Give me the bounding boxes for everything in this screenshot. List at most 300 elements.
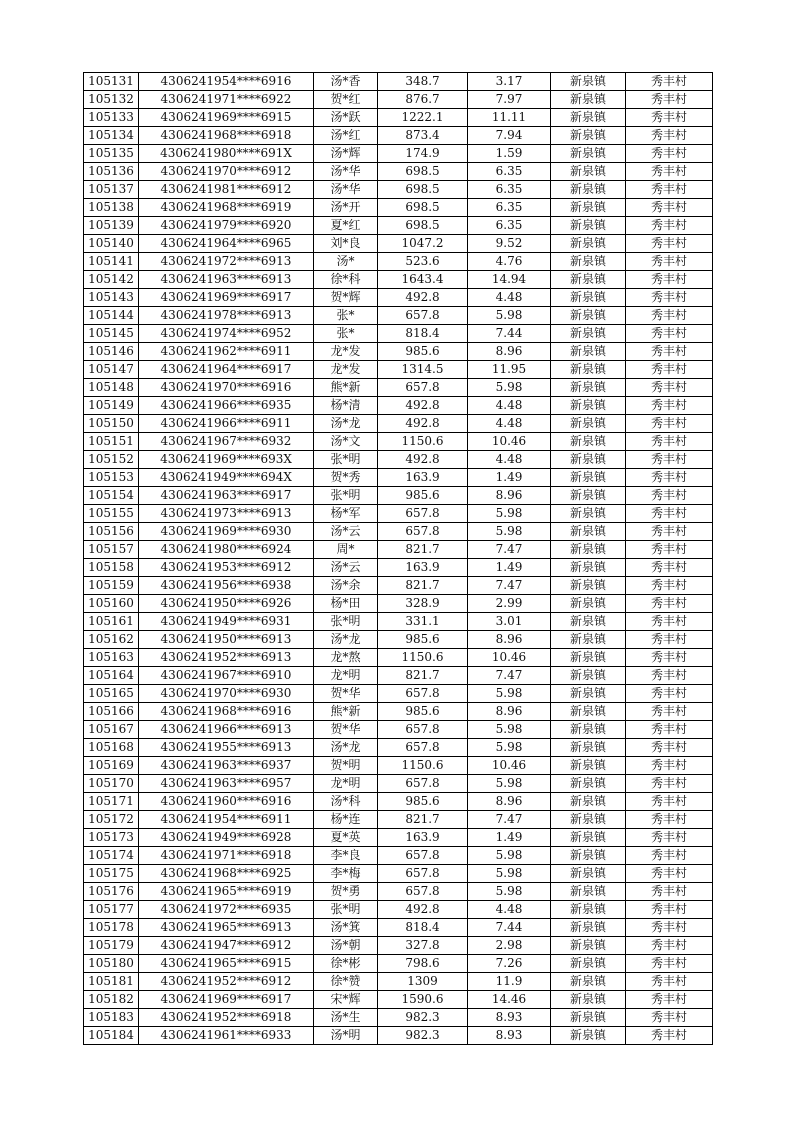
name-cell: 张*明 [314,451,378,469]
name-cell: 张* [314,325,378,343]
record-id-cell: 105134 [84,127,139,145]
town-cell: 新泉镇 [551,541,626,559]
area-cell: 174.9 [378,145,468,163]
name-cell: 汤*朝 [314,937,378,955]
name-cell: 汤*文 [314,433,378,451]
amount-cell: 6.35 [468,163,551,181]
id-number-cell: 4306241949****6928 [139,829,314,847]
id-number-cell: 4306241963****6913 [139,271,314,289]
name-cell: 贺*红 [314,91,378,109]
area-cell: 163.9 [378,829,468,847]
id-number-cell: 4306241970****6912 [139,163,314,181]
id-number-cell: 4306241950****6913 [139,631,314,649]
area-cell: 163.9 [378,469,468,487]
town-cell: 新泉镇 [551,829,626,847]
record-id-cell: 105142 [84,271,139,289]
amount-cell: 8.96 [468,487,551,505]
table-row [84,901,713,919]
table-row [84,541,713,559]
name-cell: 李*良 [314,847,378,865]
name-cell: 汤*云 [314,523,378,541]
amount-cell: 5.98 [468,379,551,397]
village-cell: 秀丰村 [626,307,713,325]
town-cell: 新泉镇 [551,595,626,613]
table-row [84,145,713,163]
record-id-cell: 105133 [84,109,139,127]
area-cell: 821.7 [378,667,468,685]
id-number-cell: 4306241965****6913 [139,919,314,937]
record-id-cell: 105169 [84,757,139,775]
town-cell: 新泉镇 [551,703,626,721]
amount-cell: 8.96 [468,631,551,649]
table-row [84,721,713,739]
record-id-cell: 105175 [84,865,139,883]
name-cell: 贺*秀 [314,469,378,487]
id-number-cell: 4306241972****6935 [139,901,314,919]
table-row [84,199,713,217]
town-cell: 新泉镇 [551,163,626,181]
name-cell: 贺*勇 [314,883,378,901]
table-row [84,955,713,973]
table-row [84,991,713,1009]
record-id-cell: 105179 [84,937,139,955]
table-row [84,631,713,649]
name-cell: 张* [314,307,378,325]
village-cell: 秀丰村 [626,631,713,649]
town-cell: 新泉镇 [551,253,626,271]
amount-cell: 11.9 [468,973,551,991]
amount-cell: 7.47 [468,667,551,685]
amount-cell: 1.49 [468,469,551,487]
village-cell: 秀丰村 [626,703,713,721]
town-cell: 新泉镇 [551,667,626,685]
village-cell: 秀丰村 [626,811,713,829]
id-number-cell: 4306241965****6919 [139,883,314,901]
table-row [84,397,713,415]
record-id-cell: 105182 [84,991,139,1009]
town-cell: 新泉镇 [551,649,626,667]
town-cell: 新泉镇 [551,739,626,757]
table-row [84,829,713,847]
id-number-cell: 4306241961****6933 [139,1027,314,1045]
village-cell: 秀丰村 [626,595,713,613]
area-cell: 1047.2 [378,235,468,253]
area-cell: 492.8 [378,451,468,469]
table-row [84,649,713,667]
village-cell: 秀丰村 [626,415,713,433]
area-cell: 1150.6 [378,757,468,775]
town-cell: 新泉镇 [551,775,626,793]
amount-cell: 5.98 [468,307,551,325]
name-cell: 夏*红 [314,217,378,235]
id-number-cell: 4306241966****6911 [139,415,314,433]
amount-cell: 4.48 [468,415,551,433]
village-cell: 秀丰村 [626,685,713,703]
record-id-cell: 105135 [84,145,139,163]
table-row [84,271,713,289]
amount-cell: 5.98 [468,739,551,757]
area-cell: 657.8 [378,685,468,703]
table-row [84,847,713,865]
area-cell: 985.6 [378,793,468,811]
village-cell: 秀丰村 [626,1027,713,1045]
area-cell: 492.8 [378,397,468,415]
name-cell: 汤*龙 [314,631,378,649]
record-id-cell: 105158 [84,559,139,577]
town-cell: 新泉镇 [551,433,626,451]
record-id-cell: 105178 [84,919,139,937]
village-cell: 秀丰村 [626,217,713,235]
town-cell: 新泉镇 [551,757,626,775]
table-row [84,289,713,307]
amount-cell: 5.98 [468,883,551,901]
name-cell: 汤*龙 [314,739,378,757]
name-cell: 熊*新 [314,379,378,397]
name-cell: 汤*华 [314,163,378,181]
amount-cell: 7.47 [468,811,551,829]
record-id-cell: 105154 [84,487,139,505]
area-cell: 821.7 [378,541,468,559]
record-id-cell: 105150 [84,415,139,433]
town-cell: 新泉镇 [551,127,626,145]
id-number-cell: 4306241968****6916 [139,703,314,721]
record-id-cell: 105156 [84,523,139,541]
town-cell: 新泉镇 [551,721,626,739]
name-cell: 龙*发 [314,343,378,361]
id-number-cell: 4306241969****693X [139,451,314,469]
amount-cell: 4.48 [468,397,551,415]
table-row [84,793,713,811]
name-cell: 李*梅 [314,865,378,883]
village-cell: 秀丰村 [626,757,713,775]
area-cell: 985.6 [378,343,468,361]
amount-cell: 14.46 [468,991,551,1009]
village-cell: 秀丰村 [626,541,713,559]
name-cell: 汤*跃 [314,109,378,127]
table-row [84,685,713,703]
name-cell: 杨*田 [314,595,378,613]
name-cell: 汤*科 [314,793,378,811]
area-cell: 657.8 [378,847,468,865]
amount-cell: 5.98 [468,775,551,793]
village-cell: 秀丰村 [626,91,713,109]
amount-cell: 8.96 [468,703,551,721]
name-cell: 张*明 [314,901,378,919]
town-cell: 新泉镇 [551,289,626,307]
name-cell: 汤*红 [314,127,378,145]
record-id-cell: 105160 [84,595,139,613]
id-number-cell: 4306241955****6913 [139,739,314,757]
record-id-cell: 105146 [84,343,139,361]
id-number-cell: 4306241968****6919 [139,199,314,217]
name-cell: 汤*明 [314,1027,378,1045]
record-id-cell: 105144 [84,307,139,325]
area-cell: 331.1 [378,613,468,631]
amount-cell: 7.47 [468,541,551,559]
town-cell: 新泉镇 [551,487,626,505]
record-id-cell: 105140 [84,235,139,253]
town-cell: 新泉镇 [551,181,626,199]
village-cell: 秀丰村 [626,433,713,451]
village-cell: 秀丰村 [626,253,713,271]
id-number-cell: 4306241974****6952 [139,325,314,343]
town-cell: 新泉镇 [551,217,626,235]
table-row [84,883,713,901]
name-cell: 汤*箕 [314,919,378,937]
village-cell: 秀丰村 [626,487,713,505]
amount-cell: 6.35 [468,217,551,235]
area-cell: 818.4 [378,919,468,937]
record-id-cell: 105152 [84,451,139,469]
id-number-cell: 4306241954****6916 [139,73,314,91]
area-cell: 327.8 [378,937,468,955]
town-cell: 新泉镇 [551,343,626,361]
table-row [84,217,713,235]
id-number-cell: 4306241971****6918 [139,847,314,865]
record-id-cell: 105183 [84,1009,139,1027]
town-cell: 新泉镇 [551,109,626,127]
village-cell: 秀丰村 [626,109,713,127]
amount-cell: 7.44 [468,325,551,343]
town-cell: 新泉镇 [551,811,626,829]
record-id-cell: 105166 [84,703,139,721]
town-cell: 新泉镇 [551,379,626,397]
area-cell: 982.3 [378,1009,468,1027]
record-id-cell: 105168 [84,739,139,757]
name-cell: 汤* [314,253,378,271]
table-row [84,451,713,469]
amount-cell: 5.98 [468,505,551,523]
village-cell: 秀丰村 [626,901,713,919]
id-number-cell: 4306241963****6957 [139,775,314,793]
record-id-cell: 105137 [84,181,139,199]
village-cell: 秀丰村 [626,919,713,937]
village-cell: 秀丰村 [626,559,713,577]
area-cell: 657.8 [378,379,468,397]
amount-cell: 9.52 [468,235,551,253]
town-cell: 新泉镇 [551,613,626,631]
town-cell: 新泉镇 [551,685,626,703]
town-cell: 新泉镇 [551,199,626,217]
amount-cell: 1.49 [468,559,551,577]
town-cell: 新泉镇 [551,865,626,883]
table-row [84,379,713,397]
table-row [84,433,713,451]
table-row [84,181,713,199]
table-body [84,73,713,1045]
village-cell: 秀丰村 [626,469,713,487]
area-cell: 657.8 [378,883,468,901]
name-cell: 徐*科 [314,271,378,289]
village-cell: 秀丰村 [626,271,713,289]
table-row [84,595,713,613]
record-id-cell: 105132 [84,91,139,109]
town-cell: 新泉镇 [551,451,626,469]
record-id-cell: 105165 [84,685,139,703]
amount-cell: 10.46 [468,433,551,451]
table-row [84,703,713,721]
village-cell: 秀丰村 [626,847,713,865]
record-id-cell: 105139 [84,217,139,235]
town-cell: 新泉镇 [551,91,626,109]
name-cell: 龙*明 [314,775,378,793]
amount-cell: 7.44 [468,919,551,937]
record-id-cell: 105143 [84,289,139,307]
village-cell: 秀丰村 [626,793,713,811]
id-number-cell: 4306241963****6917 [139,487,314,505]
amount-cell: 5.98 [468,685,551,703]
town-cell: 新泉镇 [551,505,626,523]
area-cell: 523.6 [378,253,468,271]
village-cell: 秀丰村 [626,199,713,217]
table-row [84,505,713,523]
town-cell: 新泉镇 [551,919,626,937]
id-number-cell: 4306241971****6922 [139,91,314,109]
record-id-cell: 105157 [84,541,139,559]
table-row [84,343,713,361]
amount-cell: 14.94 [468,271,551,289]
id-number-cell: 4306241969****6917 [139,991,314,1009]
village-cell: 秀丰村 [626,127,713,145]
record-id-cell: 105155 [84,505,139,523]
area-cell: 348.7 [378,73,468,91]
area-cell: 1222.1 [378,109,468,127]
area-cell: 657.8 [378,523,468,541]
data-table [83,72,713,1045]
id-number-cell: 4306241969****6930 [139,523,314,541]
amount-cell: 6.35 [468,181,551,199]
name-cell: 周* [314,541,378,559]
area-cell: 492.8 [378,289,468,307]
village-cell: 秀丰村 [626,937,713,955]
amount-cell: 6.35 [468,199,551,217]
amount-cell: 3.17 [468,73,551,91]
record-id-cell: 105148 [84,379,139,397]
area-cell: 657.8 [378,739,468,757]
record-id-cell: 105161 [84,613,139,631]
record-id-cell: 105181 [84,973,139,991]
area-cell: 982.3 [378,1027,468,1045]
village-cell: 秀丰村 [626,577,713,595]
table-row [84,163,713,181]
town-cell: 新泉镇 [551,523,626,541]
area-cell: 492.8 [378,901,468,919]
table-row [84,487,713,505]
id-number-cell: 4306241981****6912 [139,181,314,199]
record-id-cell: 105171 [84,793,139,811]
name-cell: 熊*新 [314,703,378,721]
area-cell: 818.4 [378,325,468,343]
amount-cell: 10.46 [468,649,551,667]
village-cell: 秀丰村 [626,865,713,883]
name-cell: 汤*云 [314,559,378,577]
record-id-cell: 105176 [84,883,139,901]
town-cell: 新泉镇 [551,325,626,343]
amount-cell: 8.96 [468,343,551,361]
table-row [84,361,713,379]
area-cell: 657.8 [378,865,468,883]
area-cell: 657.8 [378,775,468,793]
area-cell: 657.8 [378,307,468,325]
id-number-cell: 4306241954****6911 [139,811,314,829]
table-row [84,667,713,685]
table-row [84,91,713,109]
table-row [84,613,713,631]
village-cell: 秀丰村 [626,667,713,685]
name-cell: 张*明 [314,613,378,631]
record-id-cell: 105177 [84,901,139,919]
record-id-cell: 105141 [84,253,139,271]
village-cell: 秀丰村 [626,181,713,199]
town-cell: 新泉镇 [551,955,626,973]
amount-cell: 5.98 [468,523,551,541]
name-cell: 汤*生 [314,1009,378,1027]
id-number-cell: 4306241969****6915 [139,109,314,127]
record-id-cell: 105136 [84,163,139,181]
table-row [84,73,713,91]
id-number-cell: 4306241968****6918 [139,127,314,145]
village-cell: 秀丰村 [626,361,713,379]
name-cell: 龙*发 [314,361,378,379]
town-cell: 新泉镇 [551,847,626,865]
town-cell: 新泉镇 [551,361,626,379]
amount-cell: 1.49 [468,829,551,847]
area-cell: 1309 [378,973,468,991]
table-row [84,757,713,775]
id-number-cell: 4306241952****6913 [139,649,314,667]
area-cell: 873.4 [378,127,468,145]
village-cell: 秀丰村 [626,1009,713,1027]
village-cell: 秀丰村 [626,397,713,415]
name-cell: 龙*明 [314,667,378,685]
id-number-cell: 4306241966****6913 [139,721,314,739]
id-number-cell: 4306241947****6912 [139,937,314,955]
id-number-cell: 4306241949****694X [139,469,314,487]
amount-cell: 3.01 [468,613,551,631]
id-number-cell: 4306241968****6925 [139,865,314,883]
id-number-cell: 4306241963****6937 [139,757,314,775]
table-row [84,235,713,253]
id-number-cell: 4306241967****6932 [139,433,314,451]
village-cell: 秀丰村 [626,163,713,181]
record-id-cell: 105149 [84,397,139,415]
record-id-cell: 105172 [84,811,139,829]
record-id-cell: 105170 [84,775,139,793]
amount-cell: 1.59 [468,145,551,163]
id-number-cell: 4306241964****6965 [139,235,314,253]
name-cell: 张*明 [314,487,378,505]
town-cell: 新泉镇 [551,397,626,415]
table-row [84,865,713,883]
area-cell: 657.8 [378,505,468,523]
amount-cell: 4.48 [468,451,551,469]
name-cell: 徐*赞 [314,973,378,991]
amount-cell: 10.46 [468,757,551,775]
area-cell: 698.5 [378,199,468,217]
town-cell: 新泉镇 [551,883,626,901]
id-number-cell: 4306241980****691X [139,145,314,163]
amount-cell: 11.11 [468,109,551,127]
amount-cell: 2.99 [468,595,551,613]
name-cell: 贺*明 [314,757,378,775]
name-cell: 徐*彬 [314,955,378,973]
record-id-cell: 105151 [84,433,139,451]
village-cell: 秀丰村 [626,235,713,253]
village-cell: 秀丰村 [626,739,713,757]
name-cell: 杨*连 [314,811,378,829]
id-number-cell: 4306241973****6913 [139,505,314,523]
record-id-cell: 105180 [84,955,139,973]
